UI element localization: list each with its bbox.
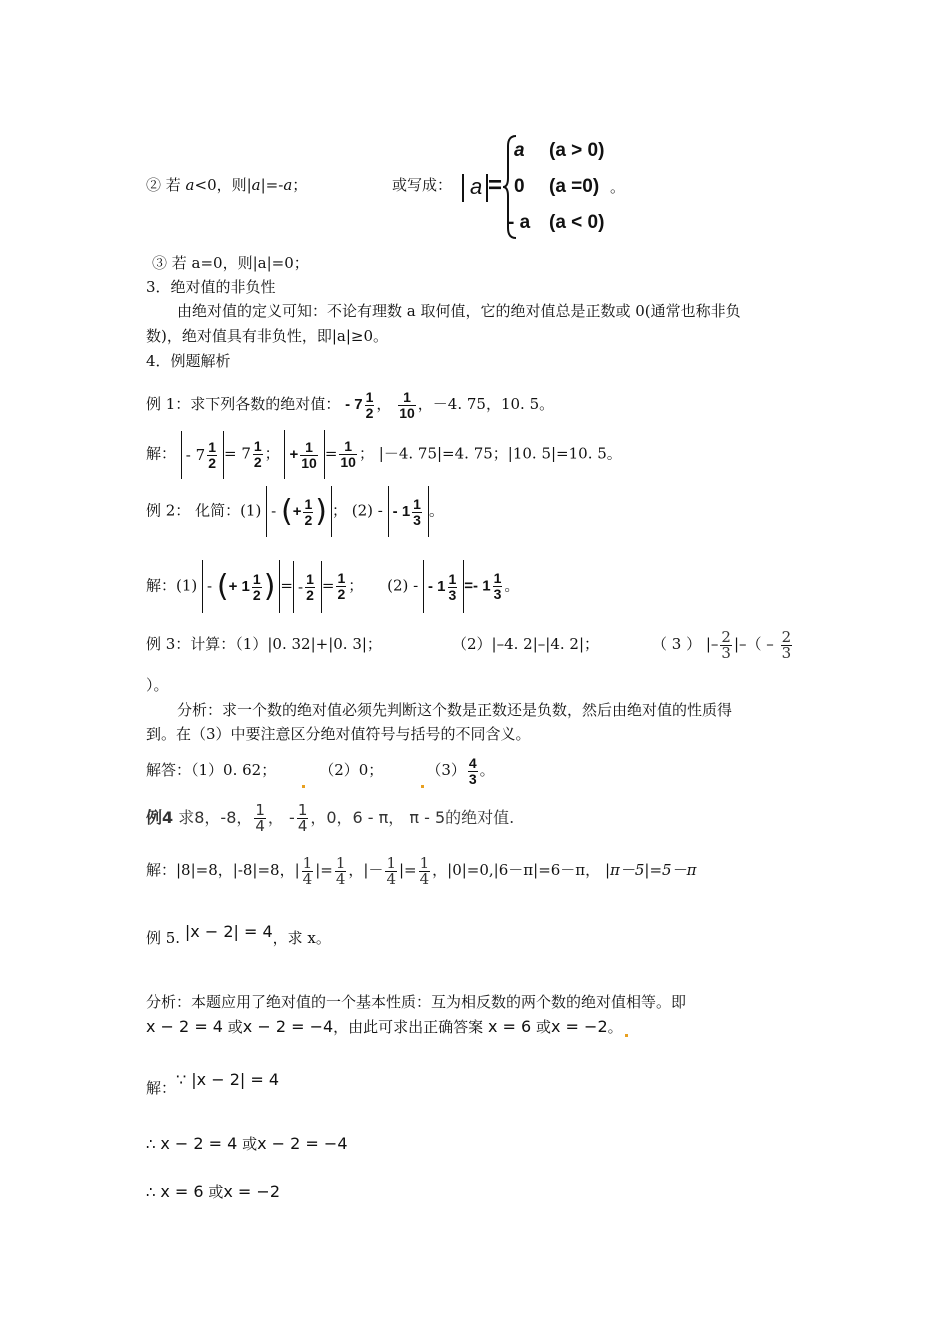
- section-4-title: 4．例题解析: [146, 352, 231, 370]
- section-3-paragraph-1: 由绝对值的定义可知：不论有理数 a 取何值，它的绝对值总是正数或 0(通常也称非负: [177, 302, 741, 320]
- solution-5-line-2: ∴ x − 2 = 4 或x − 2 = −4: [146, 1134, 348, 1153]
- rule-2: ② 若 a<0，则|a|=-a；: [146, 176, 308, 194]
- section-3-title: 3．绝对值的非负性: [146, 278, 276, 296]
- fraction-1-2: $\frac{1}{2}$: [365, 388, 374, 421]
- solution-5-line-1: 解：∵ |x − 2| = 4: [146, 1070, 280, 1097]
- example-3-part-2: （2）|–4. 2|–|4. 2|；: [452, 635, 600, 653]
- analysis-3-line-1: 分析：求一个数的绝对值必须先判断这个数是正数还是负数，然后由绝对值的性质得: [177, 701, 733, 719]
- abs-expr-2: - 1 $\frac{1}{3}$: [388, 486, 429, 537]
- analysis-3-line-2: 到。在（3）中要注意区分绝对值符号与括号的不同含义。: [146, 725, 531, 743]
- example-5: 例 5. |x − 2| = 4，求 x。: [146, 922, 331, 947]
- solution-4: 解：|8|=8，|-8|=8，| $\frac{1}{4}$ |= $\frac{1}{4}$ ，|－ $\frac{1}{4}$ |= $\frac{1}{4}$ ，|0|=0,|6－π|=6－π， |π－5|=5－π: [146, 853, 697, 888]
- solution-1: 解： - 7 $\frac{1}{2}$ = 7 $\frac{1}{2}$ ； + $\frac{1}{10}$ = $\frac{1}{10}$ ； |－4. 75|=4. 75；|10. 5|=10. 5。: [146, 430, 622, 474]
- abs-solution-expr-2: - 1 $\frac{1}{3}$: [423, 560, 464, 613]
- piecewise-definition: a = a (a > 0) 0 (a =0) - a (a < 0) 。: [462, 134, 632, 244]
- example-3-close: ）。: [146, 676, 169, 694]
- example-4: 例4 求8，-8， $\frac{1}{4}$ ， - $\frac{1}{4}$ ，0，6 - π， π - 5的绝对值.: [146, 801, 515, 835]
- abs-expr-1: - (+ $\frac{1}{2}$ ): [266, 486, 332, 537]
- abs-plus-tenth: + $\frac{1}{10}$: [284, 430, 324, 479]
- example-3-part-3: （ 3 ） |– $\frac{2}{3}$ |–（ – $\frac{2}{3}$: [652, 627, 792, 662]
- example-3-part-1: 例 3：计算：（1）|0. 32|+|0. 3|；: [146, 635, 382, 653]
- rule-3: ③ 若 a=0，则|a|=0；: [152, 254, 309, 272]
- analysis-5-line-2: x − 2 = 4 或x − 2 = −4，由此可求出正确答案 x = 6 或x = −2。: [146, 1017, 630, 1037]
- section-3-paragraph-2: 数)，绝对值具有非负性，即|a|≥0。: [146, 327, 389, 345]
- or-write-label: 或写成：: [392, 176, 453, 194]
- abs-neg-7-half: - 7 $\frac{1}{2}$: [181, 431, 224, 479]
- fraction-1-10: $\frac{1}{10}$: [399, 388, 415, 421]
- analysis-5-line-1: 分析：本题应用了绝对值的一个基本性质：互为相反数的两个数的绝对值相等。即: [146, 993, 687, 1011]
- abs-solution-expr-1: - (+ 1 $\frac{1}{2}$ ): [202, 560, 280, 613]
- solution-2: 解：(1) - (+ 1 $\frac{1}{2}$ ) = - $\frac{1}{2}$ = $\frac{1}{2}$ ； (2) - - 1 $\frac{1}{3}$ =- 1 $\frac{1}{3}$ 。: [146, 560, 519, 608]
- example-1: 例 1：求下列各数的绝对值： - 7 $\frac{1}{2}$ ， $\frac{1}{10}$ ，－4. 75，10. 5。: [146, 388, 555, 421]
- example-2: 例 2： 化简：(1) - (+ $\frac{1}{2}$ ) ； (2) - - 1 $\frac{1}{3}$ 。: [146, 486, 444, 532]
- answer-3: 解答：（1）0. 62； （2）0； （3） $\frac{4}{3}$ 。: [146, 754, 495, 787]
- solution-5-line-3: ∴ x = 6 或x = −2: [146, 1182, 280, 1201]
